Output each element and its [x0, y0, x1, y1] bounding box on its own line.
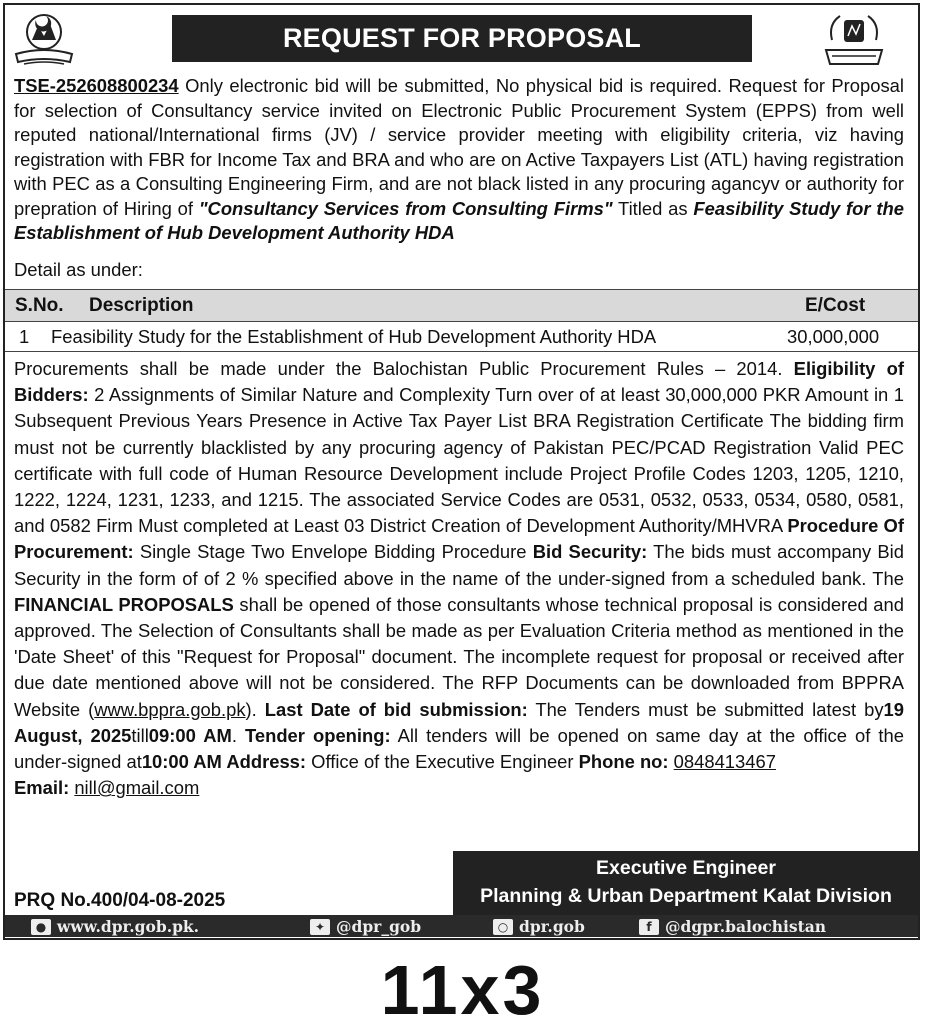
- deadline-time: 09:00 AM: [148, 724, 232, 746]
- dgpr-emblem-right-icon: [822, 10, 886, 70]
- bid-security-label: Bid Security:: [532, 541, 648, 563]
- header-sno: S.No.: [15, 295, 64, 316]
- footer-twitter-text: @dpr_gob: [336, 917, 422, 936]
- procedure-label: Procedure Of Procurement:: [14, 515, 904, 563]
- row-description: Feasibility Study for the Establishment of Hub Development Authority HDA: [51, 326, 657, 347]
- eligibility-label: Eligibility of Bidders:: [14, 358, 904, 406]
- body-text-7: The Tenders must be submitted latest by: [527, 698, 884, 720]
- footer-facebook[interactable]: [639, 917, 826, 936]
- body-text-1: Procurements shall be made under the Balochistan Public Procurement Rules – 2014.: [14, 358, 794, 379]
- opening-label: Tender opening:: [244, 724, 391, 746]
- body-text-9: .: [231, 724, 245, 746]
- header-description: Description: [89, 295, 194, 316]
- globe-icon: ●: [31, 919, 51, 935]
- header-cost: E/Cost: [805, 295, 866, 316]
- page-title: REQUEST FOR PROPOSAL: [172, 15, 752, 62]
- deadline-date: 19 August, 2025: [14, 698, 904, 746]
- instagram-icon: ○: [493, 919, 513, 935]
- email-label: Email:: [14, 777, 70, 799]
- row-sno: 1: [19, 326, 30, 347]
- table-row: [5, 321, 918, 352]
- website-link[interactable]: www.bppra.gob.pk: [94, 698, 246, 720]
- tse-number: TSE-252608800234: [14, 75, 179, 96]
- email-address[interactable]: nill@gmail.com: [74, 777, 200, 799]
- body-text-2: 2 Assignments of Similar Nature and Complexity Turn over of at least 30,000,000 PKR Amount in 1 Subsequent Previous Years Presence in Active Tax Payer List BRA Registration Certificate The bidding firm must not be currently blacklisted by any procuring agency of Pakistan PEC/PCAD Registration Valid PEC certificate with full code of Human Resource Development include Project Profile Codes 1203, 1205, 1210, 1222, 1224, 1231, 1233, and 1215. The associated Service Codes are 0531, 0532, 0533, 0534, 0580, 0581, and 0582 Firm Must completed at Least 03 District Creation of Development Authority/MHVRA: [14, 384, 904, 537]
- body-text-11: Office of the Executive Engineer: [306, 751, 579, 773]
- opening-time: 10:00 AM: [141, 751, 222, 773]
- last-date-label: Last Date of bid submission:: [264, 698, 528, 720]
- footer-website[interactable]: [31, 917, 199, 936]
- footer-facebook-text: @dgpr.balochistan: [665, 917, 827, 936]
- intro-paragraph: [14, 74, 904, 246]
- body-text-6: ).: [245, 698, 265, 720]
- body-text-10: All tenders will be opened on same day at the office of the under-signed at: [14, 724, 904, 773]
- body-text-4: The bids must accompany Bid Security in the form of of 2 % specified above in the name of the under-signed from a scheduled bank. The: [14, 541, 904, 589]
- ad-size-label: 11x3: [380, 951, 545, 1029]
- signature-department: Planning & Urban Department Kalat Division: [480, 885, 892, 907]
- twitter-icon: ✦: [310, 919, 330, 935]
- prq-number: PRQ No.400/04-08-2025: [14, 890, 226, 911]
- footer-website-text: www.dpr.gob.pk.: [57, 917, 200, 936]
- detail-label: Detail as under:: [14, 259, 143, 280]
- phone-number[interactable]: 0848413467: [673, 751, 776, 773]
- address-label: Address:: [221, 751, 307, 773]
- footer-twitter[interactable]: [310, 917, 421, 936]
- facebook-icon: f: [639, 919, 659, 935]
- body-text-5: shall be opened of those consultants whose technical proposal is considered and approved. The Selection of Consultants shall be made as per Evaluation Criteria method as mentioned in the 'Date Sheet' of this "Request for Proposal" document. The incomplete request for proposal or received after due date mentioned above will not be considered. The RFP Documents can be downloaded from BPPRA Website (: [14, 593, 904, 720]
- phone-label: Phone no:: [578, 751, 669, 773]
- body-text-3: Single Stage Two Envelope Bidding Procedure: [133, 541, 533, 563]
- government-emblem-left-icon: [12, 10, 76, 70]
- signature-block: [453, 851, 919, 915]
- footer-bar: [5, 915, 918, 937]
- signature-title: Executive Engineer: [596, 857, 776, 879]
- footer-instagram-text: dpr.gob: [519, 917, 585, 936]
- body-text-8: till: [131, 724, 149, 746]
- footer-instagram[interactable]: [493, 917, 585, 936]
- table-header: [5, 289, 918, 322]
- intro-text-2: Titled as: [612, 197, 694, 219]
- project-title: Feasibility Study for the Establishment of Hub Development Authority HDA: [14, 197, 904, 243]
- financial-label: FINANCIAL PROPOSALS: [14, 593, 234, 615]
- body-paragraph: [14, 356, 904, 801]
- row-cost: 30,000,000: [787, 326, 880, 347]
- intro-text-1: Only electronic bid will be submitted, No physical bid is required. Request for Proposal for selection of Consultancy service invited on Electronic Public Procurement System (EPPS) from well reputed national/International firms (JV) / service provider meeting with eligibility criteria, viz having registration with FBR for Income Tax and BRA and who are on Active Taxpayers List (ATL) having registration with PEC as a Consulting Engineering Firm, and are not black listed in any procuring agancyv or authority for prepration of Hiring of: [14, 75, 904, 219]
- service-title: "Consultancy Services from Consulting Firms": [198, 197, 613, 219]
